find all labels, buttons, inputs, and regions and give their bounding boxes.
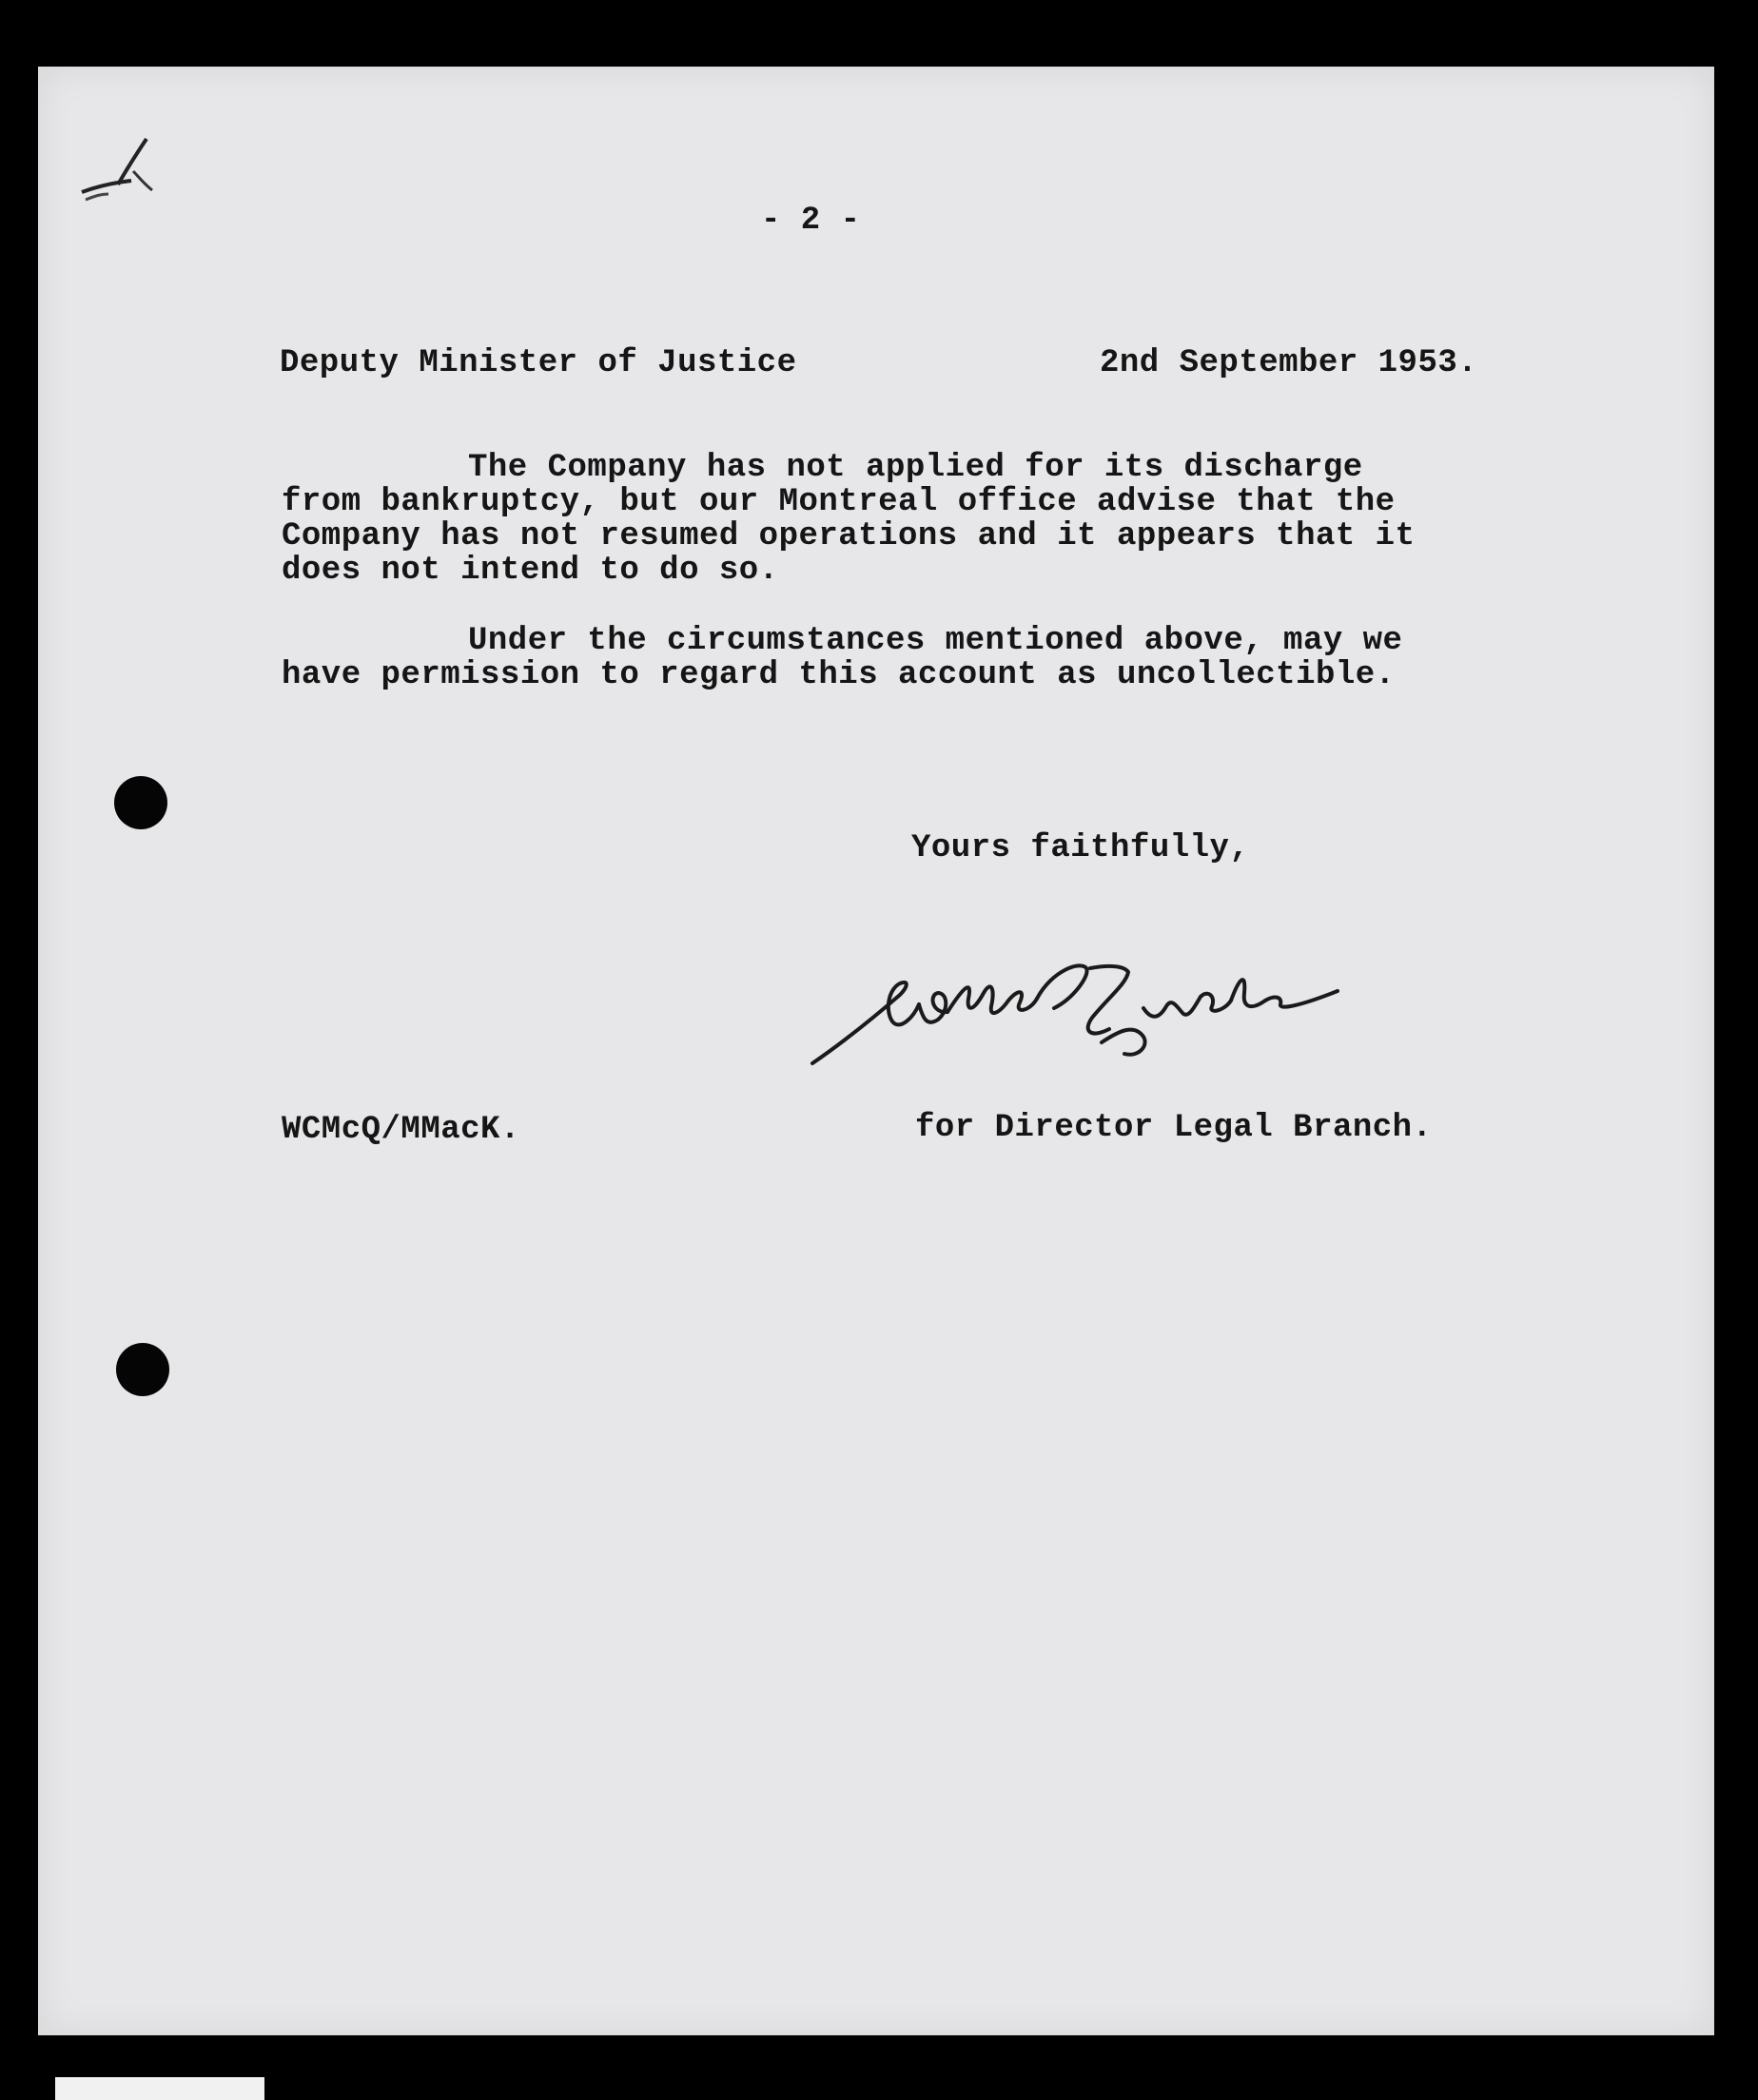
scan-edge-tab [55,2077,264,2100]
body-paragraph-2 [282,624,1518,692]
typist-initials: WCMcQ/MMacK. [282,1112,520,1148]
paragraph-2-line-2: have permission to regard this account as uncollectible. [282,657,1396,693]
paragraph-1-line-4: does not intend to do so. [282,553,779,589]
signatory-title: for Director Legal Branch. [915,1110,1433,1146]
paragraph-1-line-2: from bankruptcy, but our Montreal office advise that the [282,484,1396,520]
handwritten-signature [805,951,1471,1084]
paragraph-2-line-1: Under the circumstances mentioned above, may we [468,623,1403,659]
closing-salutation: Yours faithfully, [911,830,1250,866]
paragraph-1-line-1: The Company has not applied for its discharge [468,450,1363,486]
paragraph-1-line-3: Company has not resumed operations and it appears that it [282,518,1416,554]
corner-pencil-mark [76,133,162,209]
body-paragraph-1 [282,451,1518,588]
letter-date: 2nd September 1953. [1100,345,1478,381]
punch-hole-lower [116,1343,169,1396]
page-number: - 2 - [761,203,861,239]
punch-hole-upper [114,776,167,829]
addressee: Deputy Minister of Justice [280,345,797,381]
